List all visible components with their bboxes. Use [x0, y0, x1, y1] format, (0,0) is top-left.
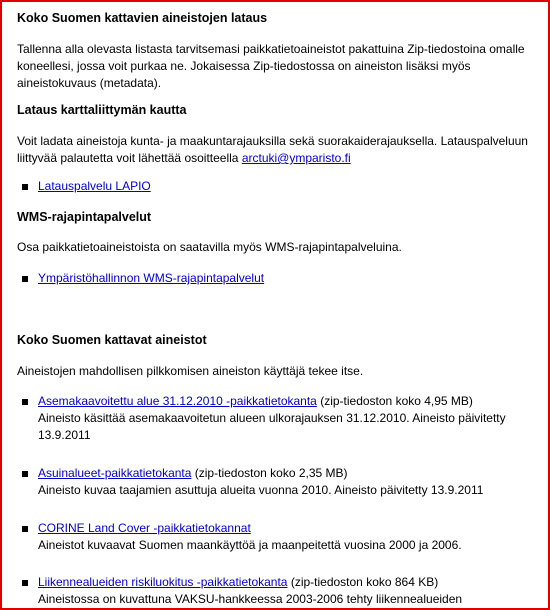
intro-paragraph: Tallenna alla olevasta listasta tarvitsemasi paikkatietoaineistot pakattuina Zip-tiedostoina omalle koneellesi, jossa voit purkaa ne. Jokaisessa Zip-tiedostossa on aineiston lisäksi myös aineistokuvaus (metadata). [17, 42, 525, 90]
bullet-icon [22, 276, 28, 282]
bullet-icon [22, 399, 28, 405]
dataset-list [17, 465, 550, 499]
email-link[interactable]: arctuki@ymparisto.fi [241, 151, 351, 165]
main-heading: Koko Suomen kattavien aineistojen lataus [17, 11, 268, 25]
dataset-item [17, 393, 550, 444]
dataset-link-asemakaava[interactable]: Asemakaavoitettu alue 31.12.2010 -paikkatietokanta [38, 394, 317, 408]
list-item [17, 178, 550, 195]
dataset-description: Aineistot kuvaavat Suomen maankäyttöä ja maanpeitettä vuosina 2000 ja 2006. [38, 538, 462, 552]
bullet-icon [22, 580, 28, 586]
map-link-list [17, 178, 550, 195]
bullet-icon [22, 526, 28, 532]
dataset-list [17, 520, 550, 554]
dataset-list [17, 393, 550, 444]
dataset-item [17, 574, 550, 608]
list-item [17, 270, 550, 287]
section-datasets-text: Aineistojen mahdollisen pilkkomisen aineiston käyttäjä tekee itse. [17, 364, 364, 378]
dataset-description: Aineisto käsittää asemakaavoitetun alueen ulkorajauksen 31.12.2010. Aineisto päivitetty 13.9.2011 [38, 411, 506, 442]
dataset-item [17, 465, 550, 499]
section-datasets-heading: Koko Suomen kattavat aineistot [17, 333, 207, 347]
dataset-description: Aineistossa on kuvattuna VAKSU-hankkeessa 2003-2006 tehty liikennealueiden [38, 592, 463, 606]
dataset-list [17, 574, 550, 608]
dataset-link-liikennealueet[interactable]: Liikennealueiden riskiluokitus -paikkatietokanta [38, 575, 288, 589]
dataset-item [17, 520, 550, 554]
dataset-link-corine[interactable]: CORINE Land Cover -paikkatietokannat [38, 521, 251, 535]
wms-link[interactable]: Ympäristöhallinnon WMS-rajapintapalvelut [38, 271, 265, 285]
section-wms-heading: WMS-rajapintapalvelut [17, 210, 152, 224]
dataset-link-asuinalueet[interactable]: Asuinalueet-paikkatietokanta [38, 466, 192, 480]
lapio-link[interactable]: Latauspalvelu LAPIO [38, 179, 151, 193]
bullet-icon [22, 184, 28, 190]
dataset-size: (zip-tiedoston koko 864 KB) [287, 575, 439, 589]
section-map-text-body: Voit ladata aineistoja kunta- ja maakuntarajauksilla sekä suorakaiderajauksella. Latauspalveluun liittyvää palautetta voit lähettää osoitteella [17, 134, 528, 165]
wms-link-list [17, 270, 550, 287]
section-map-text [17, 133, 537, 167]
dataset-description: Aineisto kuvaa taajamien asuttuja alueita vuonna 2010. Aineisto päivitetty 13.9.2011 [38, 483, 484, 497]
dataset-size: (zip-tiedoston koko 2,35 MB) [191, 466, 348, 480]
dataset-size: (zip-tiedoston koko 4,95 MB) [316, 394, 473, 408]
bullet-icon [22, 471, 28, 477]
section-wms-text: Osa paikkatietoaineistoista on saatavilla myös WMS-rajapintapalveluina. [17, 240, 402, 254]
section-map-heading: Lataus karttaliittymän kautta [17, 103, 187, 117]
